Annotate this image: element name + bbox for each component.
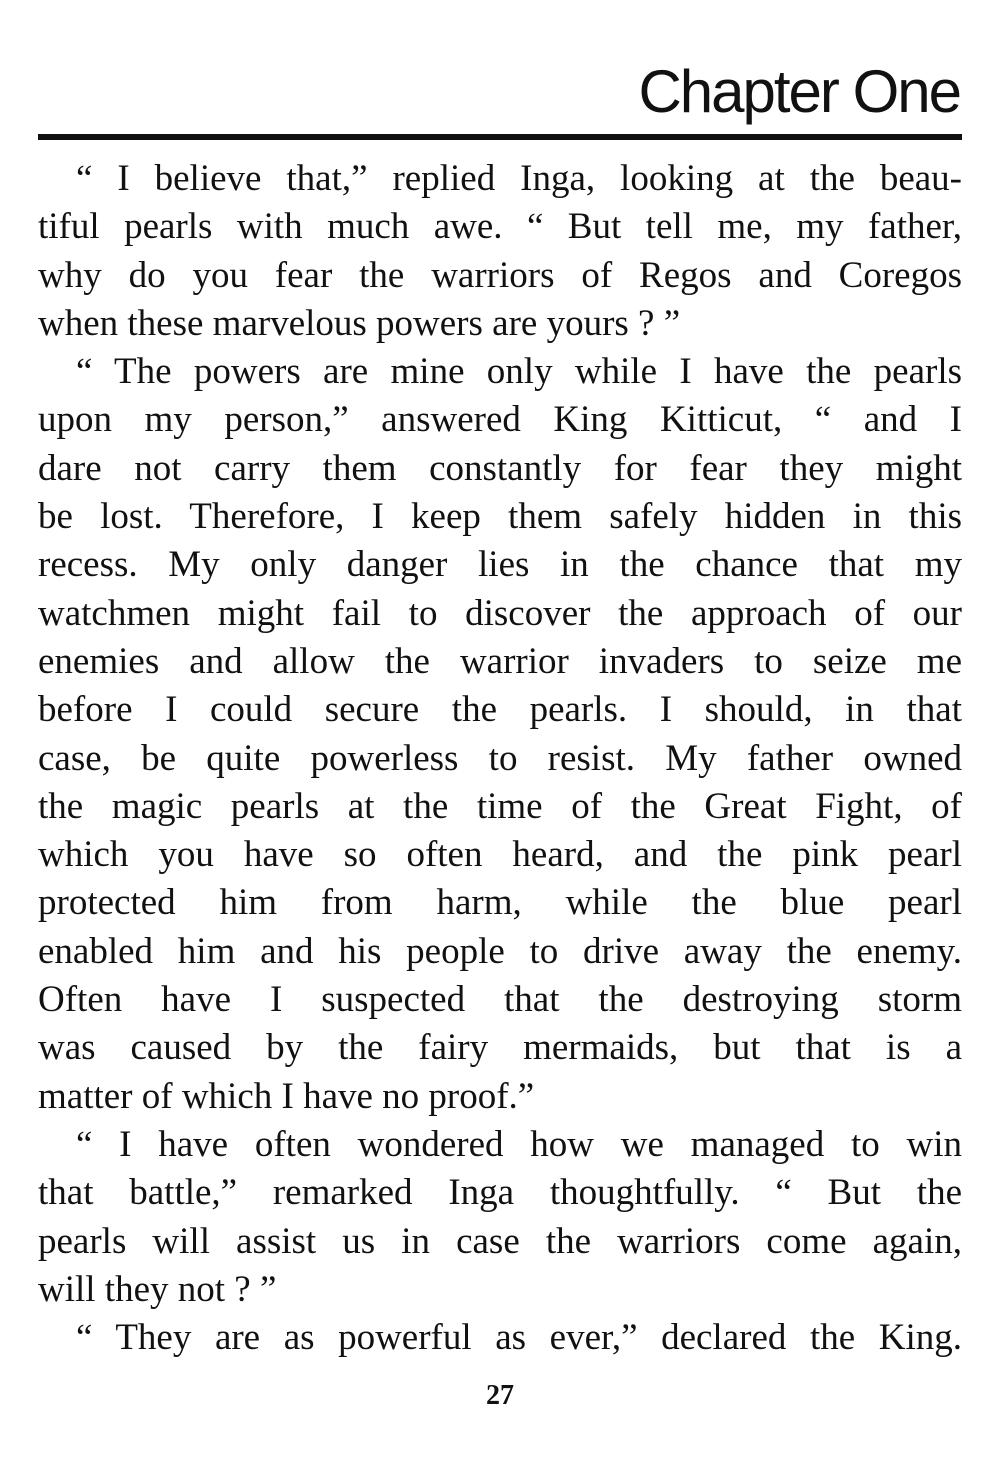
text-line: pearls will assist us in case the warriors come again,	[38, 1220, 962, 1262]
text-line: tiful pearls with much awe. “ But tell me, my father,	[38, 206, 962, 248]
text-line: recess. My only danger lies in the chance that my	[38, 544, 962, 586]
text-line: be lost. Therefore, I keep them safely hidden in this	[38, 496, 962, 538]
text-line: protected him from harm, while the blue pearl	[38, 882, 962, 924]
text-line: watchmen might fail to discover the approach of our	[38, 592, 962, 634]
text-line: enabled him and his people to drive away the enemy.	[38, 930, 962, 972]
header-rule	[38, 134, 962, 140]
text-line: enemies and allow the warrior invaders to seize me	[38, 640, 962, 682]
text-line: “ I believe that,” replied Inga, looking at the beau-	[76, 158, 962, 199]
text-line: that battle,” remarked Inga thoughtfully. “ But the	[38, 1172, 962, 1214]
chapter-title: Chapter One	[638, 58, 960, 125]
text-line: Often have I suspected that the destroying storm	[38, 979, 962, 1021]
text-line: “ The powers are mine only while I have the pearls	[76, 351, 962, 393]
text-line: dare not carry them constantly for fear they might	[38, 447, 962, 489]
text-line: “ They are as powerful as ever,” declared the King.	[76, 1317, 962, 1359]
text-line: was caused by the fairy mermaids, but that is a	[38, 1027, 962, 1069]
text-line: case, be quite powerless to resist. My father owned	[38, 737, 962, 779]
page-number: 27	[486, 1380, 514, 1411]
text-line: when these marvelous powers are yours ? ”	[38, 302, 681, 344]
text-line: why do you fear the warriors of Regos and Coregos	[38, 254, 962, 296]
text-line: which you have so often heard, and the pink pearl	[38, 834, 962, 876]
text-line: upon my person,” answered King Kitticut, “ and I	[38, 399, 962, 441]
text-line: before I could secure the pearls. I should, in that	[38, 689, 962, 731]
text-line: “ I have often wondered how we managed to win	[76, 1123, 962, 1165]
text-line: matter of which I have no proof.”	[38, 1075, 535, 1117]
text-line: the magic pearls at the time of the Great Fight, of	[38, 785, 962, 827]
body-text	[38, 155, 962, 1362]
text-line: will they not ? ”	[38, 1268, 277, 1310]
